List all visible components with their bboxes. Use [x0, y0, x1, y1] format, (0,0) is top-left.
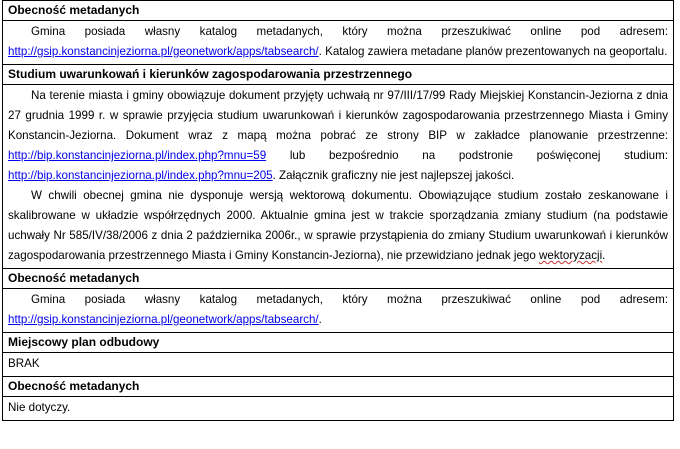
text: Gmina posiada własny katalog metadanych, który można przeszukiwać online pod adresem:: [31, 293, 668, 306]
spellcheck-word: wektoryzacji: [539, 249, 603, 262]
text: . Załącznik graficzny nie jest najlepszej jakości.: [272, 169, 515, 182]
paragraph-studium-1: [8, 86, 668, 186]
section-metadata-2: [2, 289, 674, 333]
paragraph-metadata-2: [8, 290, 668, 330]
section-metadata-1: [2, 21, 674, 65]
heading-metadata-2: Obecność metadanych: [2, 269, 674, 289]
section-reconstruction-plan: [2, 353, 674, 377]
text: Na terenie miasta i gminy obowiązuje dokument przyjęty uchwałą nr 97/III/17/99 Rady Miejskiej Konstancin-Jeziorna z dnia 27 grudnia 1999 r. w sprawie przyjęcia studium uwarunkowań i kierunków zagospodarowania przestrzennego Miasta i Gminy Konstancin-Jeziorna. Dokument wraz z mapą można pobrać ze strony BIP w zakładce planowanie przestrzenne:: [8, 89, 668, 142]
value-not-applicable: Nie dotyczy.: [8, 401, 71, 414]
paragraph-studium-2: [8, 186, 668, 266]
geonetwork-link[interactable]: http://gsip.konstancinjeziorna.pl/geonetwork/apps/tabsearch/: [8, 45, 319, 58]
text: lub bezpośrednio na podstronie poświęconej studium:: [266, 149, 668, 162]
section-metadata-3: [2, 397, 674, 421]
document-table: [2, 0, 674, 421]
heading-metadata-1: Obecność metadanych: [2, 0, 674, 21]
bip-studium-link[interactable]: http://bip.konstancinjeziorna.pl/index.php?mnu=205: [8, 169, 273, 182]
text: W chwili obecnej gmina nie dysponuje wersją wektorową dokumentu. Obowiązujące studium zostało zeskanowane i skalibrowane w układzie współrzędnych 2000. Aktualnie gmina jest w trakcie sporządzania zmiany studium (na podstawie uchwały Nr 585/IV/38/2006 z dnia 2 października 2006r., w sprawie przystąpienia do zmiany Studium uwarunkowań i kierunków zagospodarowania przestrzennego Miasta i Gminy Konstancin-Jeziorna), nie przewidziano jednak jego: [8, 189, 668, 262]
paragraph-metadata-1: [8, 22, 668, 62]
text: . Katalog zawiera metadane planów prezentowanych na geoportalu.: [318, 45, 668, 58]
text: .: [602, 249, 606, 262]
geonetwork-link-2[interactable]: http://gsip.konstancinjeziorna.pl/geonetwork/apps/tabsearch/: [8, 313, 319, 326]
text: .: [318, 313, 322, 326]
value-brak: BRAK: [8, 357, 40, 370]
heading-reconstruction-plan: Miejscowy plan odbudowy: [2, 333, 674, 353]
text: Gmina posiada własny katalog metadanych, który można przeszukiwać online pod adresem:: [31, 25, 668, 38]
bip-planning-link[interactable]: http://bip.konstancinjeziorna.pl/index.php?mnu=59: [8, 149, 267, 162]
heading-studium: Studium uwarunkowań i kierunków zagospodarowania przestrzennego: [2, 65, 674, 85]
section-studium: [2, 85, 674, 269]
heading-metadata-3: Obecność metadanych: [2, 377, 674, 397]
